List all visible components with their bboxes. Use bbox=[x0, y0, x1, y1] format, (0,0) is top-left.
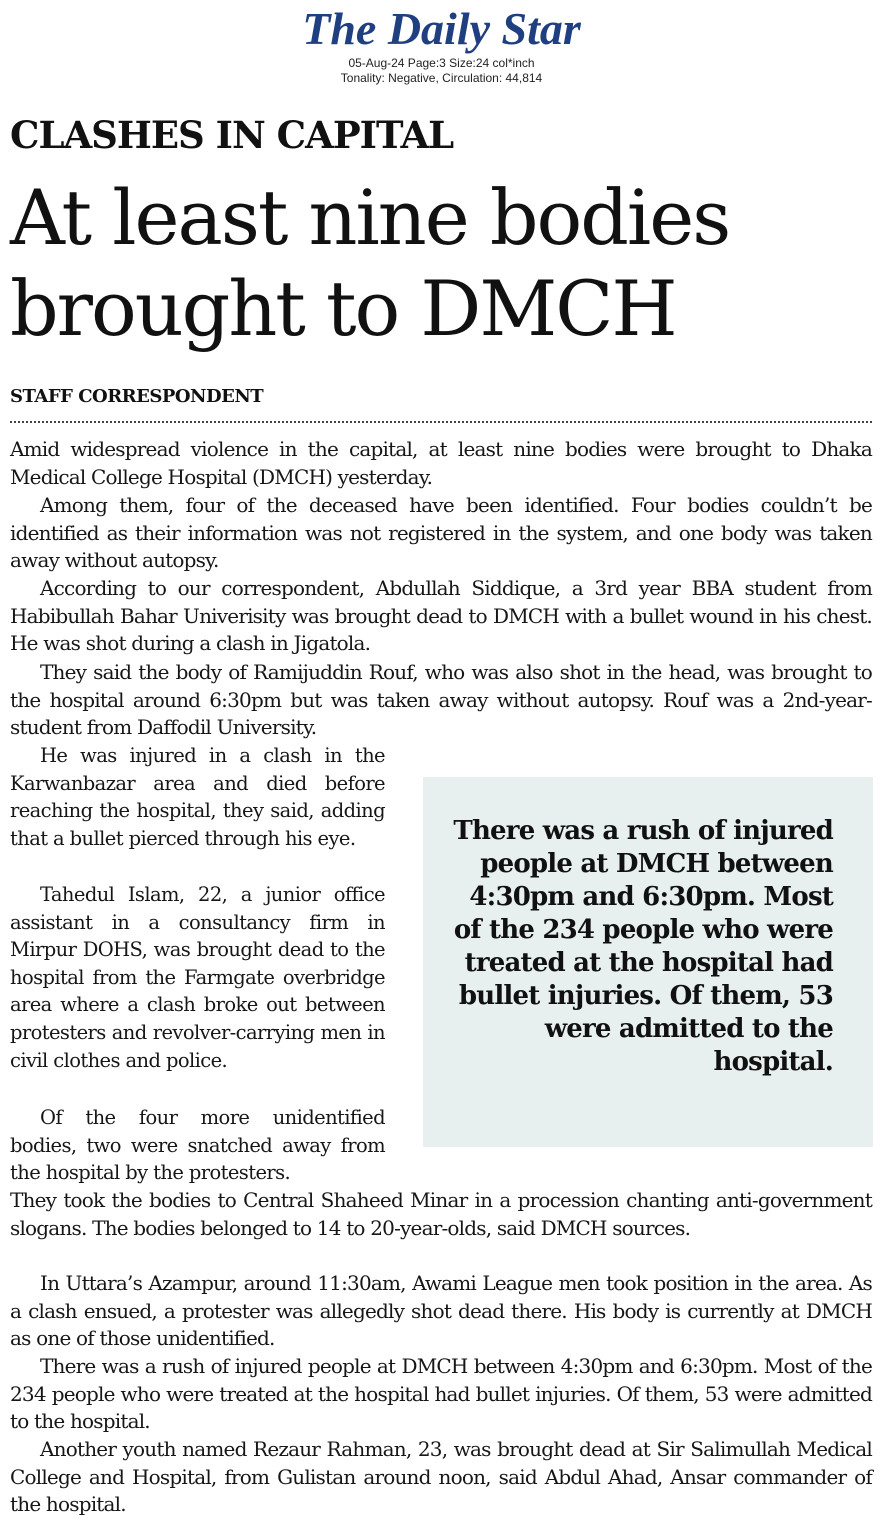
paragraph-9: In Uttara’s Azampur, around 11:30am, Awami League men took position in the area. As a clash ensued, a protester was allegedly shot dead there. His body is currently at DMCH as one of those unidentified. bbox=[10, 1271, 872, 1351]
newspaper-logo: The Daily Star bbox=[302, 3, 581, 54]
paragraph-4: They said the body of Ramijuddin Rouf, who was also shot in the head, was brought to the hospital around 6:30pm but was taken away without autopsy. Rouf was a 2nd-year-student from Daffodil University. bbox=[10, 660, 872, 740]
paragraph-3: According to our correspondent, Abdullah Siddique, a 3rd year BBA student from Habibullah Bahar Univerisity was brought dead to DMCH with a bullet wound in his chest. He was shot during a clash in Jigatola. bbox=[10, 576, 872, 656]
article-byline: STAFF CORRESPONDENT bbox=[10, 386, 264, 407]
paragraph-1: Amid widespread violence in the capital, at least nine bodies were brought to Dhaka Medical College Hospital (DMCH) yesterday. bbox=[10, 437, 872, 489]
clip-info: 05-Aug-24 Page:3 Size:24 col*inch bbox=[348, 56, 535, 70]
paragraph-6: Tahedul Islam, 22, a junior office assistant in a consultancy firm in Mirpur DOHS, was brought dead to the hospital from the Farmgate overbridge area where a clash broke out between protesters and revolver-carrying men in civil clothes and police. bbox=[10, 883, 385, 1072]
pull-quote: There was a rush of injured people at DMCH between 4:30pm and 6:30pm. Most of the 234 people who were treated at the hospital had bullet injuries. Of them, 53 were admitted to the hospital. bbox=[453, 816, 833, 1077]
clip-info-tonality: Tonality: Negative, Circulation: 44,814 bbox=[340, 71, 543, 85]
paragraph-2: Among them, four of the deceased have been identified. Four bodies couldn’t be identified as their information was not registered in the system, and one body was taken away without autopsy. bbox=[10, 493, 872, 573]
article-kicker: CLASHES IN CAPITAL bbox=[10, 113, 454, 157]
article-headline: At least nine bodies brought to DMCH bbox=[10, 173, 730, 353]
paragraph-11: Another youth named Rezaur Rahman, 23, was brought dead at Sir Salimullah Medical College and Hospital, from Gulistan around noon, said Abdul Ahad, Ansar commander of the hospital. bbox=[10, 1437, 872, 1517]
paragraph-8: They took the bodies to Central Shaheed Minar in a procession chanting anti-government slogans. The bodies belonged to 14 to 20-year-olds, said DMCH sources. bbox=[10, 1188, 872, 1240]
masthead bbox=[0, 0, 883, 86]
paragraph-5: He was injured in a clash in the Karwanbazar area and died before reaching the hospital, they said, adding that a bullet pierced through his eye. bbox=[10, 744, 385, 850]
paragraph-7: Of the four more unidentified bodies, two were snatched away from the hospital by the protesters. bbox=[10, 1106, 385, 1185]
pull-quote-box bbox=[423, 777, 873, 1147]
paragraph-10: There was a rush of injured people at DMCH between 4:30pm and 6:30pm. Most of the 234 people who were treated at the hospital had bullet injuries. Of them, 53 were admitted to the hospital. bbox=[10, 1354, 872, 1434]
byline-divider bbox=[10, 421, 872, 423]
